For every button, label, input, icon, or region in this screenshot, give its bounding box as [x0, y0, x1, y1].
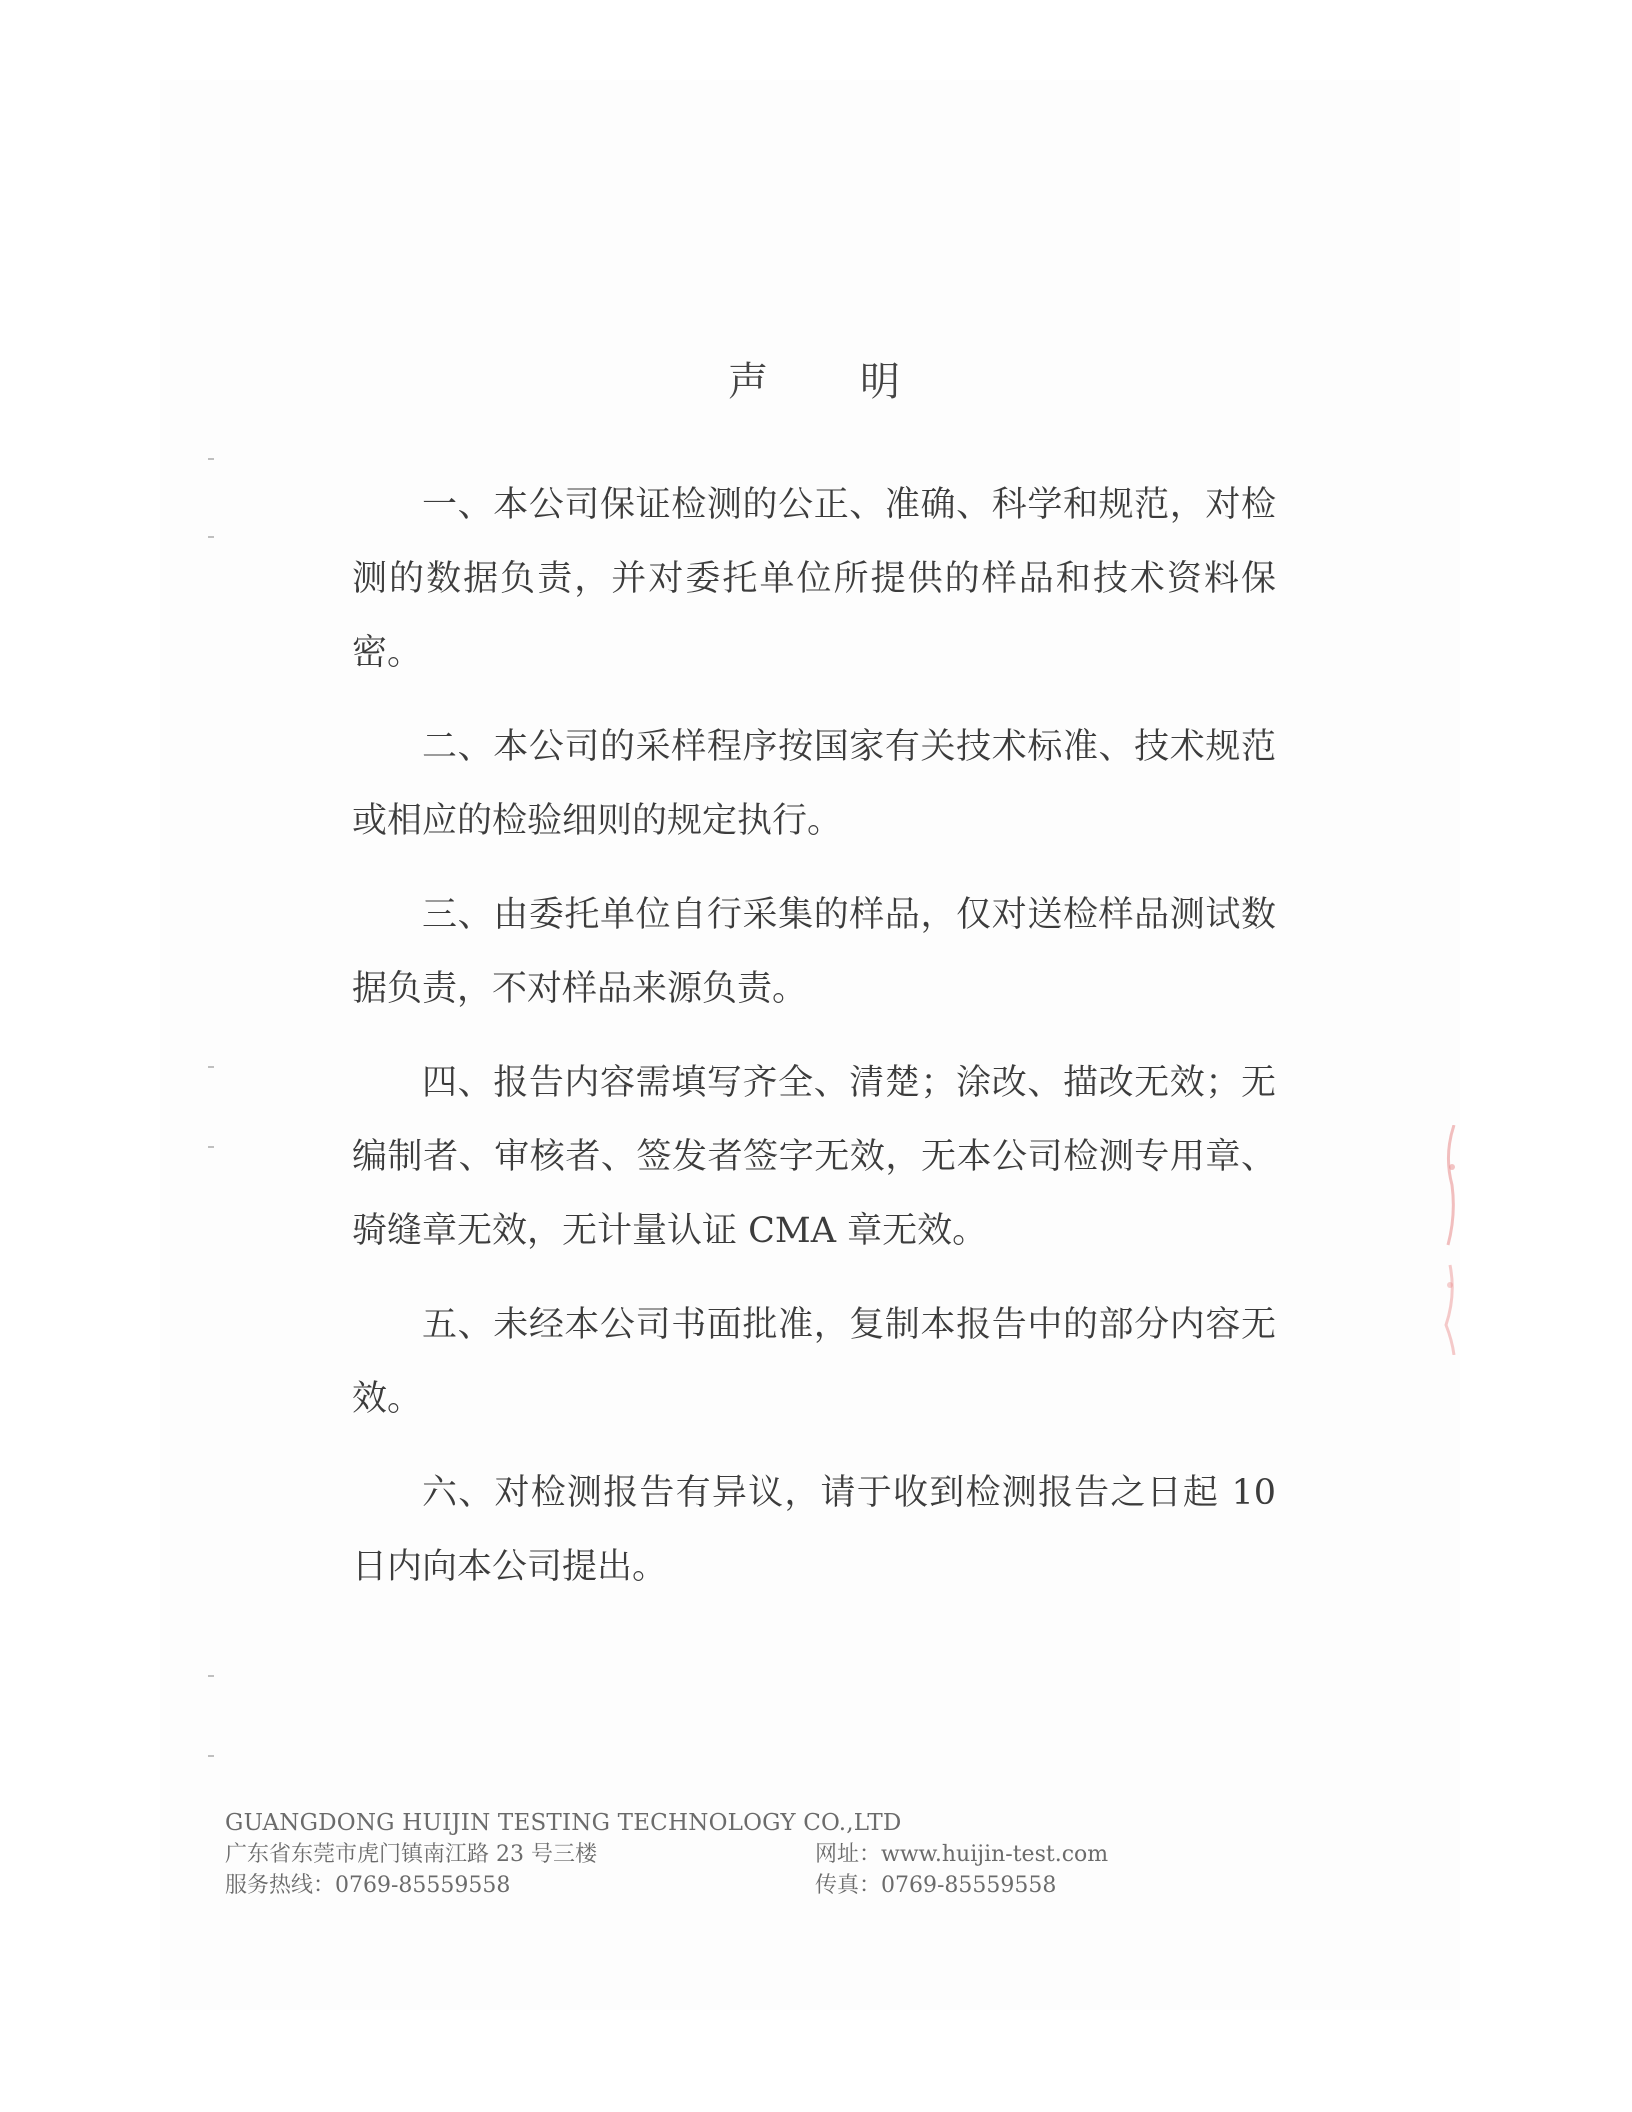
company-footer — [225, 1808, 1425, 1901]
declaration-body — [352, 468, 1276, 1624]
declaration-item-5: 五、未经本公司书面批准，复制本报告中的部分内容无效。 — [352, 1305, 1276, 1419]
title-char: 声 — [728, 359, 772, 405]
declaration-item-2: 二、本公司的采样程序按国家有关技术标准、技术规范或相应的检验细则的规定执行。 — [352, 727, 1276, 841]
company-address: 广东省东莞市虎门镇南江路 23 号三楼 — [225, 1842, 597, 1867]
document-title — [0, 350, 1632, 407]
title-char: 明 — [860, 359, 904, 405]
declaration-item-3: 三、由委托单位自行采集的样品，仅对送检样品测试数据负责，不对样品来源负责。 — [352, 895, 1276, 1009]
seam-stamp-edge — [1440, 1125, 1458, 1355]
margin-mark — [208, 1675, 214, 1677]
margin-mark — [208, 1146, 214, 1148]
company-website: 网址：www.huijin-test.com — [815, 1842, 1109, 1867]
declaration-item-6: 六、对检测报告有异议，请于收到检测报告之日起 10 日内向本公司提出。 — [352, 1473, 1276, 1587]
declaration-item-4: 四、报告内容需填写齐全、清楚；涂改、描改无效；无编制者、审核者、签发者签字无效，无本公司检测专用章、骑缝章无效，无计量认证 CMA 章无效。 — [352, 1063, 1276, 1251]
fax-number: 传真：0769-85559558 — [815, 1873, 1057, 1898]
margin-mark — [208, 1755, 214, 1757]
margin-mark — [208, 458, 214, 460]
service-hotline: 服务热线：0769-85559558 — [225, 1873, 511, 1898]
margin-mark — [208, 536, 214, 538]
company-name: GUANGDONG HUIJIN TESTING TECHNOLOGY CO.,LTD — [225, 1810, 902, 1836]
declaration-item-1: 一、本公司保证检测的公正、准确、科学和规范，对检测的数据负责，并对委托单位所提供的样品和技术资料保密。 — [352, 485, 1276, 673]
margin-mark — [208, 1066, 214, 1068]
